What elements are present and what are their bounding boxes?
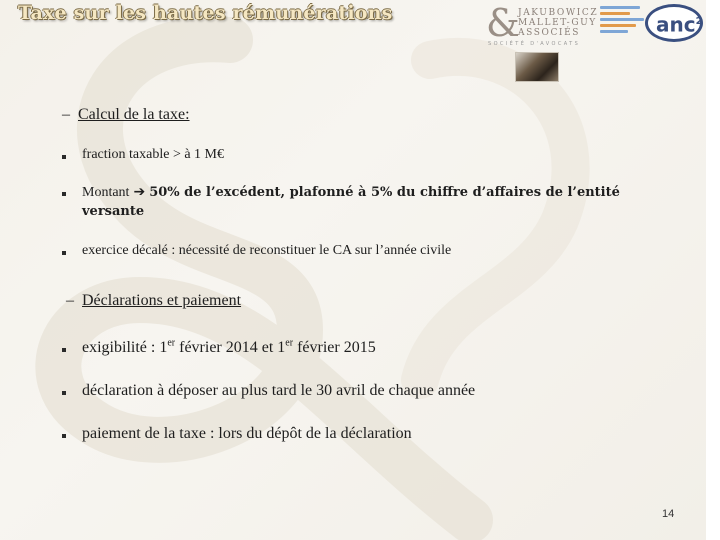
section-heading-label: Déclarations et paiement [82, 292, 242, 309]
arrow-right-icon: ➔ [133, 184, 146, 200]
list-item-text: déclaration à déposer au plus tard le 30 avril de chaque année [82, 382, 476, 399]
slide-title: Taxe sur les hautes rémunérations [18, 2, 393, 24]
anc-logo-text: anc$^2$ [656, 12, 703, 37]
list-item-text: paiement de la taxe : lors du dépôt de la déclaration [82, 425, 412, 442]
list-item-text: exercice décalé : nécessité de reconstituer le CA sur l’année civile [82, 243, 452, 258]
section-heading-label: Calcul de la taxe: [78, 106, 190, 123]
bullet-icon [62, 348, 66, 352]
list-item-text: Montant ➔ 50% de l’excédent, plafonné à 5% du chiffre d’affaires de l’entité [82, 184, 620, 200]
bullet-icon [62, 391, 66, 395]
firm-tagline: SOCIÉTÉ D'AVOCATS [488, 41, 581, 47]
anc-logo [645, 4, 703, 42]
section-heading-calcul [62, 106, 190, 124]
list-item-text: fraction taxable > à 1 M€ [82, 147, 225, 162]
dash-marker: – [66, 292, 74, 309]
photo-thumbnail [515, 52, 559, 82]
right-edge-strip [706, 0, 720, 540]
section-heading-declarations [66, 292, 241, 310]
bullet-icon [62, 434, 66, 438]
ampersand-icon: & [486, 1, 520, 45]
bullet-icon [62, 251, 66, 255]
page-number: 14 [662, 508, 675, 520]
dash-marker: – [62, 106, 70, 123]
list-item-text: exigibilité : 1er février 2014 et 1er février 2015 [82, 337, 376, 356]
bullet-icon [62, 192, 66, 196]
firm-logo [486, 1, 599, 48]
list-item-continuation: versante [82, 204, 145, 219]
expert-comptable-logo [600, 6, 648, 40]
bullet-icon [62, 155, 66, 159]
firm-name: JAKUBOWICZ MALLET-GUY ASSOCIÉS [518, 8, 599, 38]
